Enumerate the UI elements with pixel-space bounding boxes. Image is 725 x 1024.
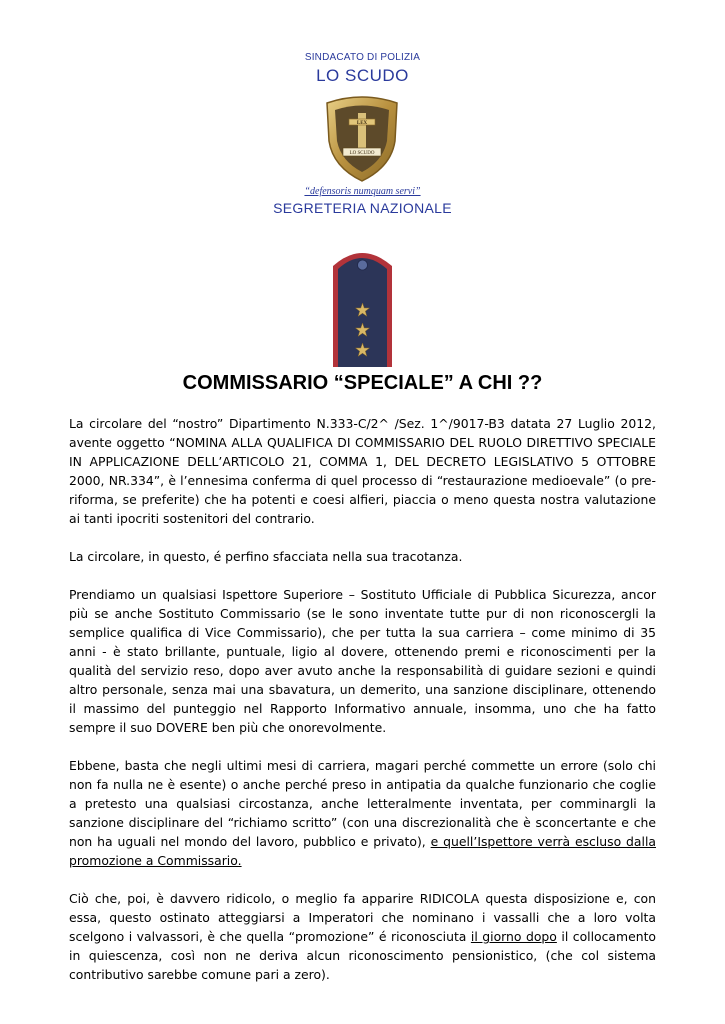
shield-logo [323,95,401,183]
page-title: COMMISSARIO “SPECIALE” A CHI ?? [182,372,543,394]
shield-banner-text: LEX [356,121,368,126]
paragraph-4 [69,756,656,870]
office-name: SEGRETERIA NAZIONALE [273,200,452,216]
paragraph-4-underlined: e quell’Ispettore verrà escluso dalla promozione a Commissario. [69,834,656,868]
paragraph-5-underlined: il giorno dopo [470,929,557,944]
paragraph-3: Prendiamo un qualsiasi Ispettore Superiore – Sostituto Ufficiale di Pubblica Sicurezza, ancor più se anche Sostituto Commissario (se le sono inventate tutte pur di non riconoscergli la semplice qualifica di Vice Commissario), che per tutta la sua carriera – come minimo di 35 anni - è stato brillante, puntuale, ligio al dovere, ottenendo premi e riconoscimenti per la qualità del servizio reso, dopo aver avuto anche la responsabilità di guidare sezioni e quindi altro personale, senza mai una sbavatura, un demerito, una sanzione disciplinare, ottenendo il massimo del punteggio nel Rapporto Informativo annuale, insomma, uno che ha fatto sempre il suo DOVERE ben più che onorevolmente. [69,587,656,735]
paragraph-2: La circolare, in questo, é perfino sfacciata nella sua tracotanza. [69,549,463,564]
paragraph-5-after: il collocamento in quiescenza, così non ne deriva alcun riconoscimento pensionistico, (che col sistema contributivo sarebbe comune pari a zero). [69,929,657,982]
union-name: LO SCUDO [316,66,409,85]
paragraph-4-text: Ebbene, basta che negli ultimi mesi di carriera, magari perché commette un errore (solo chi non fa nulla ne è esente) o anche perché preso in antipatia da qualche funzionario che coglie a pretesto una qualsiasi circostanza, anche letteralmente inventata, per comminargli la sanzione disciplinare del “richiamo scritto” (con una discrezionalità che è sconcertante e che non ha uguali nel mondo del lavoro, pubblico e privato), [69,758,656,849]
union-subtitle: SINDACATO DI POLIZIA [304,52,421,63]
paragraph-5-before: Ciò che, poi, è davvero ridicolo, o meglio fa apparire RIDICOLA questa disposizione e, con essa, questo ostinato atteggiarsi a Imperatori che nominano i vassalli che a loro volta scelgono i valvassori, è che quella “promozione” é riconosciuta [69,891,656,944]
shield-label-text: LO SCUDO [349,151,375,156]
paragraph-5 [69,889,656,984]
button-icon [358,260,368,270]
paragraph-1: La circolare del “nostro” Dipartimento N.333-C/2^ /Sez. 1^/9017-B3 datata 27 Luglio 2012, avente oggetto “NOMINA ALLA QUALIFICA DI COMMISSARIO DEL RUOLO DIRETTIVO SPECIALE IN APPLICAZIONE DELL’ARTICOLO 21, COMMA 1, DEL DECRETO LEGISLATIVO 5 OTTOBRE 2000, NR.334”, è l’ennesima conferma di quel processo di “restaurazione medioevale” (o pre-riforma, se preferite) che ha potenti e coesi alfieri, piaccia o meno questa nostra valutazione ai tanti ipocriti sostenitori del contrario. [69,416,656,526]
epaulette-image [331,244,394,367]
motto: “defensoris numquam servi” [304,186,421,197]
article-body [69,414,656,1003]
